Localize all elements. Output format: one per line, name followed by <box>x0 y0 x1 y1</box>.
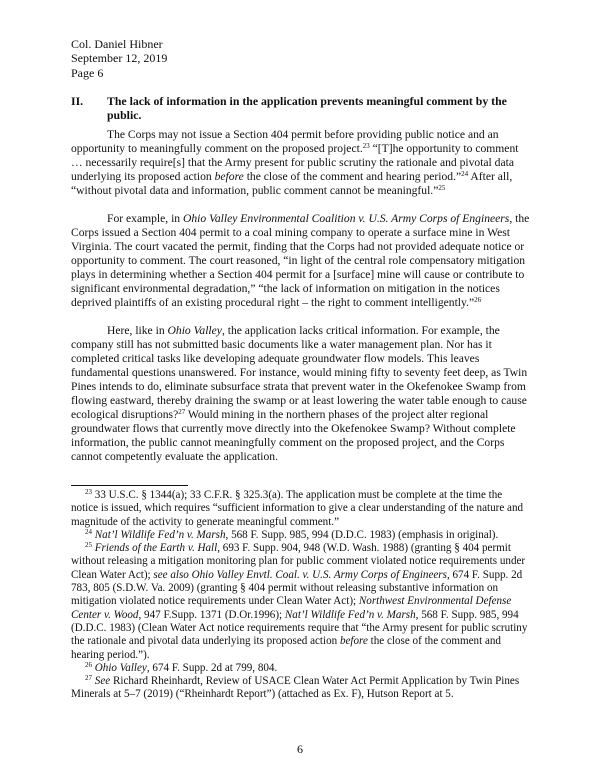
text-run: , the Corps issued a Section 404 permit to a coal mining company to operate a surface mine in West Virginia. The court vacated the permit, finding that the Corps had not provided adequate notice or opportunity to comment. The court reasoned, “in light of the central role compensatory mitigation plays in determining whether a Section 404 permit for a [surface] mine will cause or contribute to significant environmental degradation,” “the lack of information on mitigation in the notices deprived plaintiffs of an existing procedural right – the right to comment intelligently.” <box>71 212 530 309</box>
case-name: Ohio Valley <box>167 324 222 337</box>
footnote-23 <box>71 489 531 529</box>
footnote-divider <box>71 485 188 486</box>
letter-header <box>71 37 167 80</box>
footnote-ref-25: 25 <box>438 184 446 192</box>
text-run: , the application lacks critical information. For example, the company still has not submitted basic documents like a water management plan. Nor has it completed critical tasks like developing adequate groundwater flow models. This leaves fundamental questions unanswered. For instance, would mining fifty to seventy feet deep, as Twin Pines intends to do, eliminate subsurface strata that prevent water in the Okefenokee Swamp from flowing eastward, thereby draining the swamp or at least lowering the water table enough to cause ecological disruptions? <box>71 324 528 421</box>
footnote-number: 24 <box>85 527 92 536</box>
paragraph-3 <box>71 324 531 464</box>
footnote-text: 33 U.S.C. § 1344(a); 33 C.F.R. § 325.3(a). The application must be complete at the time the notice is issued, which requires “sufficient information to give a clear understanding of the nature and magnitude of the activity to generate meaningful comment.” <box>71 489 524 528</box>
footnote-25 <box>71 542 531 662</box>
case-name: Friends of the Earth v. Hall <box>94 542 218 555</box>
body-text <box>71 128 531 478</box>
paragraph-2 <box>71 212 531 310</box>
text-run: , 947 F.Supp. 1371 (D.Or.1996); <box>138 608 285 621</box>
text-run: Here, like in <box>107 324 168 337</box>
signal-word: See <box>94 675 111 688</box>
text-run: , 693 F. Supp. 904, 948 (W.D. Wash. 1988) (granting § 404 permit without releasing a mitigation monitoring plan for public comment violated notice requirements under Clean Water Act); <box>71 542 526 581</box>
recipient-name: Col. Daniel Hibner <box>71 37 163 51</box>
case-name: Nat’l Wildlife Fed’n v. Marsh <box>94 528 226 541</box>
footnote-number: 25 <box>85 541 92 550</box>
footnote-ref-27: 27 <box>178 408 186 416</box>
case-name: see also Ohio Valley Envtl. Coal. v. U.S. Army Corps of Engineers <box>153 568 447 581</box>
case-name: Northwest Environmental Defense Center v. Wood <box>71 595 512 621</box>
header-page-label: Page 6 <box>71 65 104 80</box>
footnote-ref-23: 23 <box>362 142 370 150</box>
page-number: 6 <box>297 742 303 756</box>
text-run: Would mining in the northern phases of the project alter regional groundwater flows that currently move directly into the Okefenokee Swamp? Without complete information, the public cannot meaningfully comment on the proposed project, and the Corps cannot competently evaluate the application. <box>71 408 516 463</box>
footnote-ref-26: 26 <box>474 296 482 304</box>
text-run: the close of the comment and hearing period.” <box>243 170 462 183</box>
case-name: Nat’l Wildlife Fed’n v. Marsh <box>284 608 416 621</box>
text-run: , 568 F. Supp. 985, 994 (D.D.C. 1983) (emphasis in original). <box>225 528 499 541</box>
footnote-24 <box>71 529 531 542</box>
text-run: Richard Rheinhardt, Review of USACE Clean Water Act Permit Application by Twin Pines Minerals at 5–7 (2019) (“Rheinhardt Report”) (attached as Ex. F), Hutson Report at 5. <box>71 675 520 701</box>
emphasis: before <box>339 635 368 648</box>
footnote-ref-24: 24 <box>461 170 469 178</box>
text-run: After all, “without pivotal data and information, public comment cannot be meaningful.” <box>71 170 513 197</box>
text-run: , 674 F. Supp. 2d 783, 805 (S.D.W. Va. 2009) (granting § 404 permit without releasing substantive information on mitigation violated notice requirements under Clean Water Act); <box>71 568 523 608</box>
letter-date: September 12, 2019 <box>71 51 168 66</box>
footnote-number: 27 <box>85 674 92 683</box>
text-run: , 568 F. Supp. 985, 994 (D.D.C. 1983) (Clean Water Act notice requirements require that “the Army present for public scrutiny the rationale and pivotal data underlying its proposed action <box>71 608 528 648</box>
footnote-26 <box>71 662 531 675</box>
text-run: For example, in <box>107 212 183 225</box>
text-run: The Corps may not issue a Section 404 permit before providing public notice and an opportunity to meaningfully comment on the proposed project. <box>71 128 499 155</box>
section-number: II. <box>71 94 84 108</box>
footnotes <box>71 489 531 702</box>
case-name: Ohio Valley Environmental Coalition v. U.S. Army Corps of Engineers <box>183 212 510 225</box>
footnote-27 <box>71 675 531 702</box>
footnote-number: 26 <box>85 660 92 669</box>
text-run: the close of the comment and hearing period.”). <box>71 635 501 661</box>
text-run: “[T]he opportunity to comment … necessarily require[s] that the Army present for public scrutiny the rationale and pivotal data underlying its proposed action <box>71 142 519 183</box>
case-name: Ohio Valley <box>94 661 147 674</box>
text-run: , 674 F. Supp. 2d at 799, 804. <box>146 661 278 674</box>
emphasis: before <box>214 170 244 183</box>
paragraph-1 <box>71 128 531 198</box>
footnote-number: 23 <box>85 488 92 496</box>
section-title: The lack of information in the application prevents meaningful comment by the public. <box>107 94 507 122</box>
